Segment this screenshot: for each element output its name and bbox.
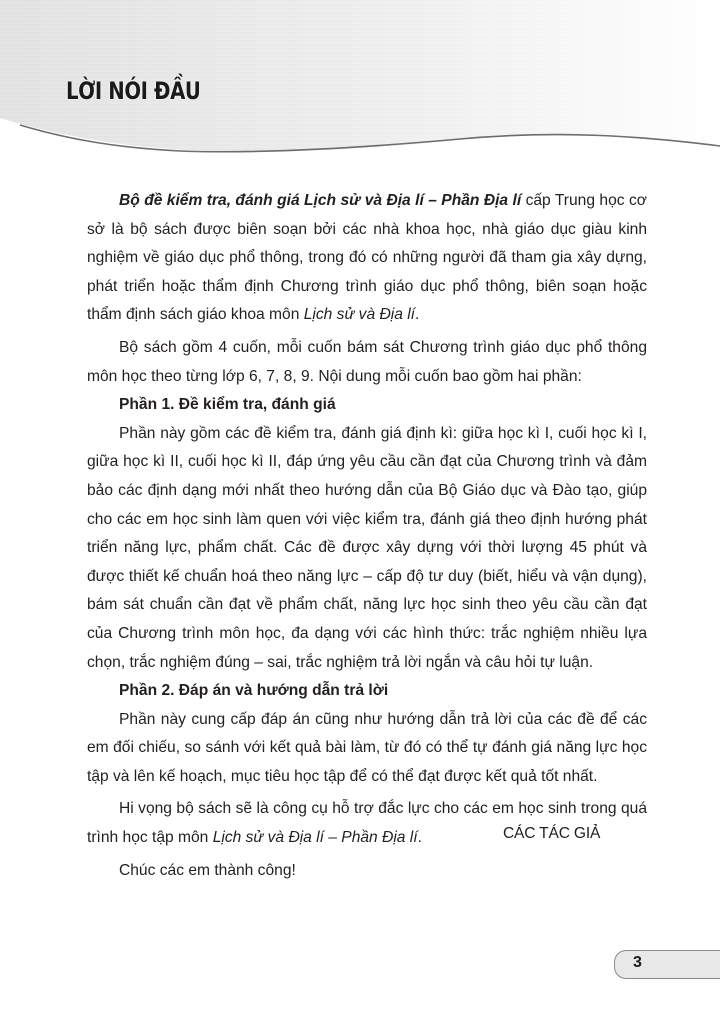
- page-number-tab: [614, 950, 720, 979]
- hope-text: Hi vọng bộ sách sẽ là công cụ hỗ trợ đắc lực cho các em học sinh trong quá trình học tập môn: [87, 800, 647, 847]
- part1-body: Phần này gồm các đề kiểm tra, đánh giá định kì: giữa học kì I, cuối học kì I, giữa học kì II, cuối học kì II, đáp ứng yêu cầu cần đạt của Chương trình và đảm bảo các định dạng mới nhất theo hướng dẫn của Bộ Giáo dục và Đào tạo, giúp cho các em học sinh làm quen với việc kiểm tra, đánh giá theo định hướng phát triển năng lực, phẩm chất. Các đề được xây dựng với thời lượng 45 phút và được thiết kế chuẩn hoá theo năng lực – cấp độ tư duy (biết, hiểu và vận dụng), bám sát chuẩn cần đạt về phẩm chất, năng lực học sinh theo yêu cầu cần đạt của Chương trình môn học, đa dạng với các hình thức: trắc nghiệm nhiều lựa chọn, trắc nghiệm đúng – sai, trắc nghiệm trả lời ngắn và câu hỏi tự luận.: [87, 424, 647, 671]
- page-number: 3: [633, 954, 642, 971]
- book-title-emphasis: Bộ đề kiểm tra, đánh giá Lịch sử và Địa lí – Phần Địa lí: [119, 192, 522, 209]
- part2-body: Phần này cung cấp đáp án cũng như hướng dẫn trả lời của các đề để các em đối chiếu, so sánh với kết quả bài làm, từ đó có thể tự đánh giá năng lực học tập và lên kế hoạch, mục tiêu học tập để có thể đạt được kết quả tốt nhất.: [87, 710, 647, 785]
- book-set-paragraph: Bộ sách gồm 4 cuốn, mỗi cuốn bám sát Chương trình giáo dục phổ thông môn học theo từng lớp 6, 7, 8, 9. Nội dung mỗi cuốn bao gồm hai phần:: [87, 338, 647, 385]
- signature: CÁC TÁC GIẢ: [503, 825, 601, 842]
- subject-name: Lịch sử và Địa lí: [303, 306, 415, 324]
- hope-end: .: [417, 829, 422, 847]
- closing-line: Chúc các em thành công!: [119, 861, 296, 879]
- intro-paragraph: [87, 187, 647, 330]
- page-title: LỜI NÓI ĐẦU: [66, 77, 201, 105]
- intro-text: cấp Trung học cơ sở là bộ sách được biên soạn bởi các nhà khoa học, nhà giáo dục giàu kinh nghiệm về giáo dục phổ thông, trong đó có những người đã tham gia xây dựng, phát triển hoặc thẩm định Chương trình giáo dục phổ thông, biên soạn hoặc thẩm định sách giáo khoa môn: [87, 192, 647, 324]
- document-body: [87, 187, 647, 885]
- intro-end: .: [415, 306, 420, 324]
- part2-heading: Phần 2. Đáp án và hướng dẫn trả lời: [119, 682, 389, 700]
- hope-subject: Lịch sử và Địa lí – Phần Địa lí: [212, 829, 418, 847]
- part1-heading: Phần 1. Đề kiểm tra, đánh giá: [119, 396, 336, 414]
